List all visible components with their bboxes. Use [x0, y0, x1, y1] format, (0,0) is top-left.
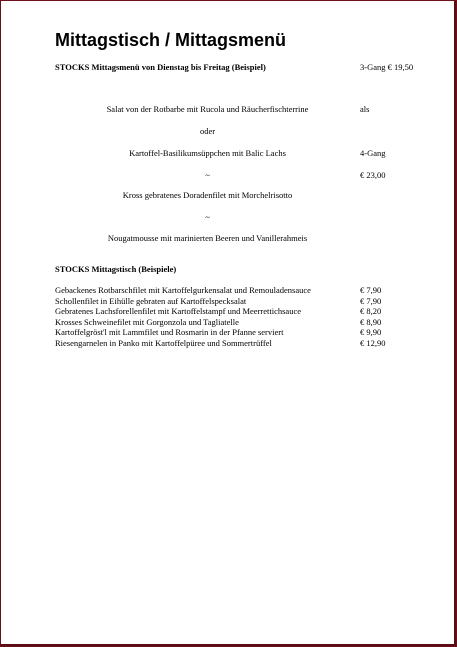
menu-course-1: Salat von der Rotbarbe mit Rucola und Räucherfischterrine [106, 104, 309, 114]
dish-name: Kartoffelgröst'l mit Lammfilet und Rosmarin in der Pfanne serviert [55, 327, 284, 337]
menu-course-3: Nougatmousse mit marinierten Beeren und Vanillerahmeis [107, 233, 308, 243]
dish-name: Schollenfilet in Eihülle gebraten auf Kartoffelspecksalat [55, 295, 247, 306]
menu-label-als: als [360, 104, 370, 114]
dish-name: Gebratenes Lachsforellenfilet mit Kartoffelstampf und Meerrettichsauce [55, 306, 302, 316]
dish-name: Riesengarnelen in Panko mit Kartoffelpüree und Sommertrüffel [55, 337, 272, 348]
menu-heading: STOCKS Mittagsmenü von Dienstag bis Freitag (Beispiel) [55, 62, 266, 72]
mittagstisch-heading: STOCKS Mittagstisch (Beispiele) [55, 264, 177, 274]
dish-price: € 8,20 [360, 306, 382, 316]
list-item [55, 317, 415, 328]
dish-price: € 9,90 [360, 327, 382, 337]
list-item [55, 306, 415, 317]
list-item [55, 327, 415, 338]
menu-separator: ~ [205, 170, 210, 180]
menu-label-4-gang: 4-Gang [360, 148, 386, 158]
dish-price: € 7,90 [360, 295, 382, 306]
dish-name: Gebackenes Rotbarschfilet mit Kartoffelgurkensalat und Remouladensauce [55, 285, 311, 295]
menu-separator: ~ [205, 212, 210, 222]
dish-price: € 7,90 [360, 285, 382, 295]
list-item [55, 285, 415, 296]
dish-list [55, 285, 415, 348]
dish-name: Krosses Schweinefilet mit Gorgonzola und Tagliatelle [55, 316, 239, 327]
menu-course-2: Kross gebratenes Doradenfilet mit Morchelrisotto [122, 190, 293, 200]
list-item [55, 296, 415, 307]
menu-price-3-gang: 3-Gang € 19,50 [360, 62, 414, 72]
list-item [55, 338, 415, 349]
menu-course-1-alt: Kartoffel-Basilikumsüppchen mit Balic Lachs [129, 148, 286, 158]
dish-price: € 12,90 [360, 337, 386, 348]
dish-price: € 8,90 [360, 316, 382, 327]
page-title: Mittagstisch / Mittagsmenü [55, 30, 287, 50]
menu-oder: oder [199, 126, 216, 136]
menu-price-4-gang: € 23,00 [360, 170, 386, 180]
